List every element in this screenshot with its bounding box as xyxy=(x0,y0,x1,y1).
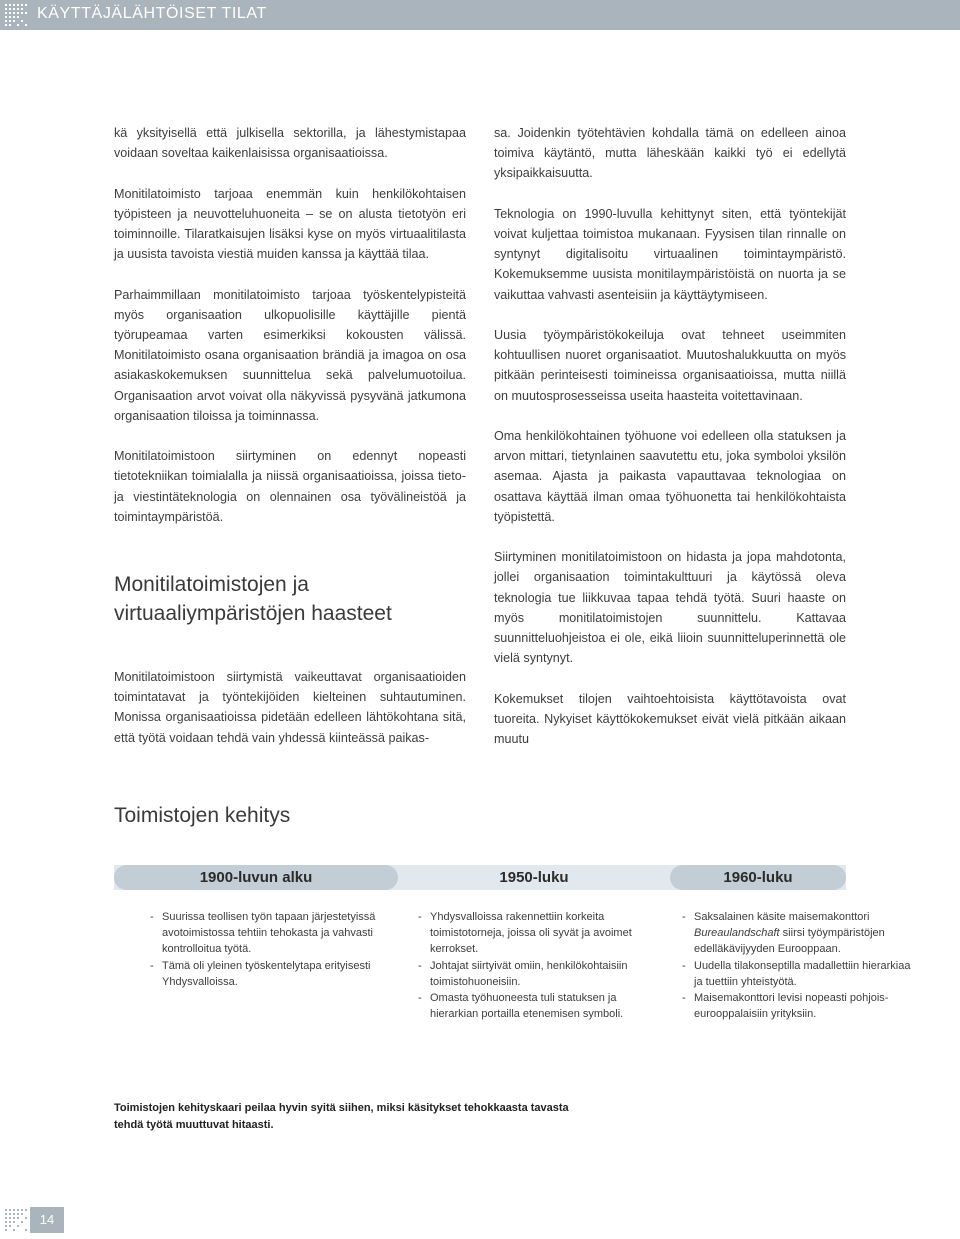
dot-grid-logo-icon xyxy=(4,1208,28,1232)
timeline-title: Toimistojen kehitys xyxy=(114,804,291,827)
list-item: - Uudella tilakonseptilla madallettiin hierarkiaa ja tuettiin yhteistyötä. xyxy=(680,958,920,990)
body-paragraph: Kokemukset tilojen vaihtoehtoisista käyttötavoista ovat tuoreita. Nykyiset käyttökokemukset eivät vielä pitkään aikaan muutu xyxy=(494,691,846,747)
body-paragraph: Siirtyminen monitilatoimistoon on hidasta ja jopa mahdotonta, jollei organisaation toimintakulttuuri ja käytössä oleva teknologia tue liikkuvaa tapaa tehdä työtä. Suuri haaste on myös monitilatoimistojen suunnittelu. Kattavaa suunnitteluohjeistoa ei ole, eikä liioin suunnitteluperinnettä ole vielä syntynyt. xyxy=(494,550,846,666)
header-title: KÄYTTÄJÄLÄHTÖISET TILAT xyxy=(37,5,267,22)
right-column xyxy=(494,123,846,749)
timeline-period-list xyxy=(416,909,656,1022)
body-paragraph: kä yksityisellä että julkisella sektorilla, ja lähestymistapaa voidaan soveltaa kaikenlaisissa organisaatioissa. xyxy=(114,126,466,161)
timeline-period-label: 1960-luku xyxy=(670,865,846,890)
list-item: - Yhdysvalloissa rakennettiin korkeita toimistotorneja, joissa oli syvät ja avoimet kerrokset. xyxy=(416,909,656,958)
timeline-period-list xyxy=(680,909,920,1022)
body-paragraph: Uusia työympäristökokeiluja ovat tehneet useimmiten kohtuullisen nuoret organisaatiot. Muutoshalukkuutta on myös pitkään perinteisesti toimineissa organisaatioissa, mutta niillä on muutosprosesseissa useita haasteita voitettavinaan. xyxy=(494,328,846,403)
list-item: - Omasta työhuoneesta tuli statuksen ja hierarkian portailla etenemisen symboli. xyxy=(416,990,656,1022)
list-item: - Johtajat siirtyivät omiin, henkilökohtaisiin toimistohuoneisiin. xyxy=(416,958,656,990)
left-column xyxy=(114,123,466,527)
timeline-period-label: 1900-luvun alku xyxy=(114,865,398,890)
left-column-continued xyxy=(114,667,466,748)
timeline-period-list xyxy=(148,909,398,990)
body-paragraph: Monitilatoimistoon siirtyminen on edennyt nopeasti tietotekniikan toimialalla ja niissä organisaatioissa, joissa tieto- ja viestintäteknologia on olennainen osa työvälineistöä ja toimintaympäristöä. xyxy=(114,449,466,524)
list-item: - Maisemakonttori levisi nopeasti pohjois-eurooppalaisiin yrityksiin. xyxy=(680,990,920,1022)
body-paragraph: sa. Joidenkin työtehtävien kohdalla tämä on edelleen ainoa toimiva käytäntö, mutta läheskään kaikki työ ei edellytä yksipaikkaisuutta. xyxy=(494,126,846,181)
body-paragraph: Parhaimmillaan monitilatoimisto tarjoaa työskentelypisteitä myös organisaation ulkopuolisille käyttäjille pientä työrupeamaa varten esimerkiksi kokousten välissä. Monitilatoimisto osana organisaation brändiä ja imagoa on osa asiakaskokemuksen suunnittelua sekä palvelumuotoilua. Organisaation arvot voivat olla näkyvissä pysyvänä jatkumona organisaation tiloissa ja toiminnassa. xyxy=(114,287,466,423)
timeline-period-label: 1950-luku xyxy=(398,865,670,890)
page-header xyxy=(0,0,960,30)
body-paragraph: Teknologia on 1990-luvulla kehittynyt siten, että työntekijät voivat kuljettaa toimistoa mukanaan. Fyysisen tilan rinnalle on syntynyt digitalisoitu virtuaalinen toimintaympäristö. Kokemuksemme uusista monitilaympäristöistä on nuorta ja se vaikuttaa vahvasti asenteisiin ja käyttäytymiseen. xyxy=(494,206,846,302)
dot-grid-logo-icon xyxy=(4,3,28,27)
list-item: - Suurissa teollisen työn tapaan järjestetyissä avotoimistossa tehtiin tehokasta ja vahvasti kontrolloitua työtä. xyxy=(148,909,398,958)
body-paragraph: Monitilatoimistoon siirtymistä vaikeuttavat organisaatioiden toimintatavat ja työntekijöiden kielteinen suhtautuminen. Monissa organisaatioissa pidetään edelleen lähtökohtana sitä, että työtä voidaan tehdä vain yhdessä kiinteässä paikas- xyxy=(114,670,466,745)
section-heading: Monitilatoimistojen ja virtuaaliympäristöjen haasteet xyxy=(114,573,392,625)
page-number: 14 xyxy=(30,1207,64,1233)
figure-caption: Toimistojen kehityskaari peilaa hyvin syitä siihen, miksi käsitykset tehokkaasta tavasta tehdä työtä muuttuvat hitaasti. xyxy=(114,1102,569,1131)
list-item: - Tämä oli yleinen työskentelytapa erityisesti Yhdysvalloissa. xyxy=(148,958,398,990)
list-item: - Saksalainen käsite maisemakonttori Bureaulandschaft siirsi työympäristöjen edelläkävijyyden Eurooppaan. xyxy=(680,909,920,958)
body-paragraph: Monitilatoimisto tarjoaa enemmän kuin henkilökohtaisen työpisteen ja neuvotteluhuoneita – se on alusta tietotyön eri toiminnoille. Tilaratkaisujen lisäksi kyse on myös virtuaalitilasta ja uusista tavoista viestiä muiden kanssa ja käyttää tilaa. xyxy=(114,186,466,262)
section-heading-block xyxy=(114,570,466,628)
body-paragraph: Oma henkilökohtainen työhuone voi edelleen olla statuksen ja arvon mittari, tietynlainen saavutettu etu, joka symboloi yksilön asemaa. Ajasta ja paikasta vapauttavaa teknologiaa on osattava käyttää ilman omaa työhuonetta tai henkilökohtaista työpistettä. xyxy=(494,429,846,524)
emphasized-term: Bureaulandschaft xyxy=(694,927,780,940)
